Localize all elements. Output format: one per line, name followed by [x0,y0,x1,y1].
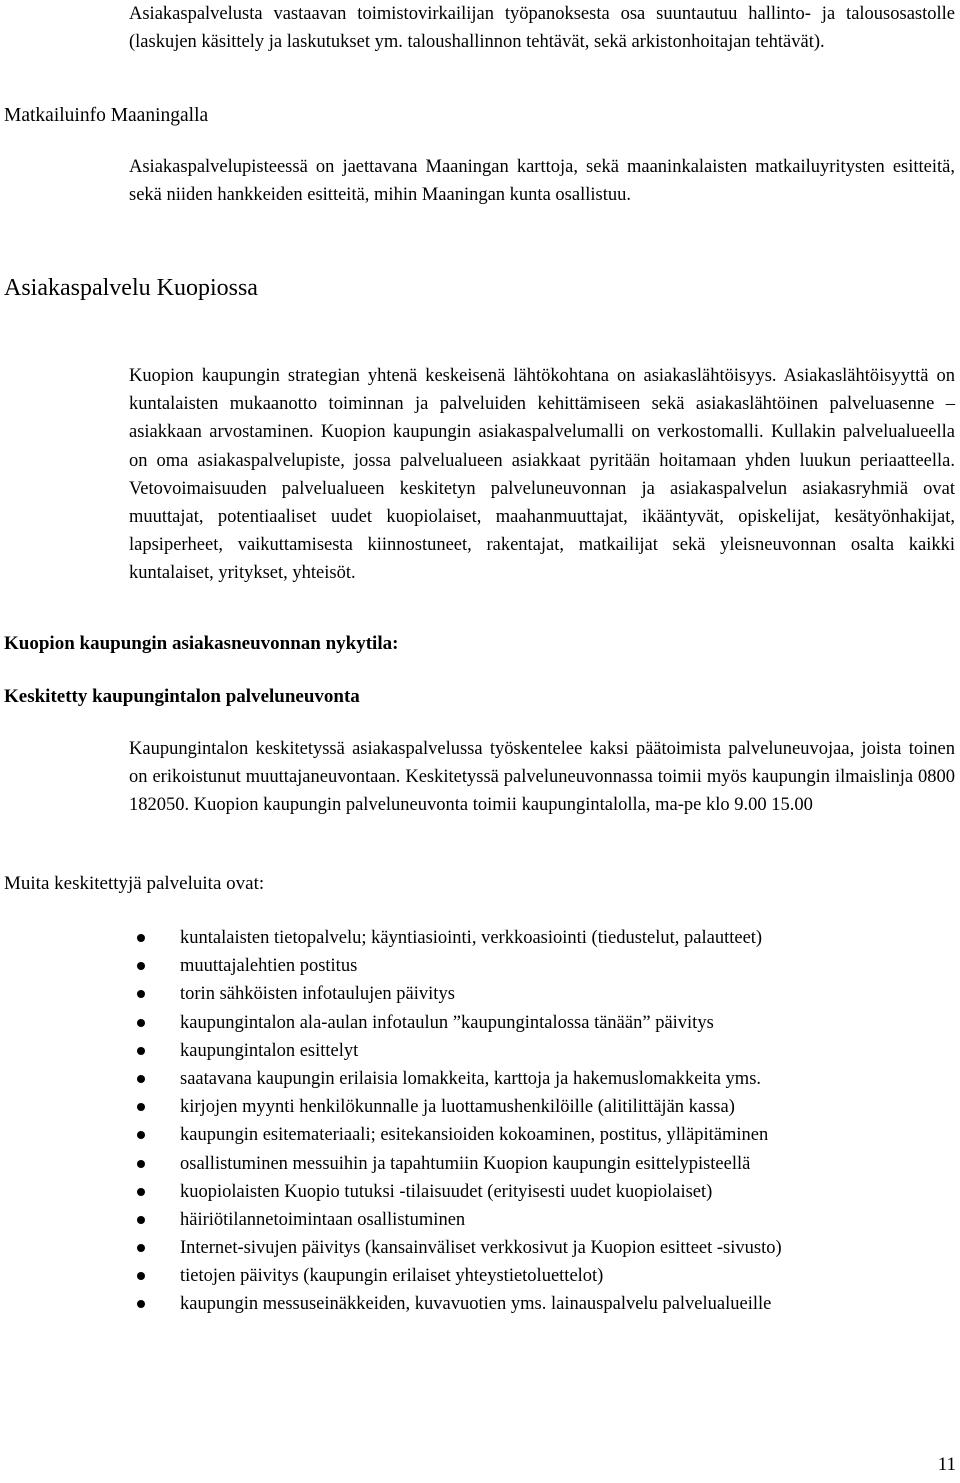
services-label: Muita keskitettyjä palveluita ovat: [4,873,265,894]
bullet-icon [137,1131,145,1139]
bullet-icon [137,1103,145,1111]
matkailuinfo-paragraph: Asiakaspalvelupisteessä on jaettavana Maaningan karttoja, sekä maaninkalaisten matkailuyritysten esitteitä, sekä niiden hankkeiden esitteitä, mihin Maaningan kunta osallistuu. [129,157,955,206]
list-item: muuttajalehtien postitus [0,952,960,980]
list-item: kaupungintalon ala-aulan infotaulun ”kaupungintalossa tänään” päivitys [0,1009,960,1037]
bullet-icon [137,1019,145,1027]
list-item: tietojen päivitys (kaupungin erilaiset yhteystietoluettelot) [0,1262,960,1290]
list-item: osallistuminen messuihin ja tapahtumiin Kuopion kaupungin esittelypisteellä [0,1150,960,1178]
services-list [0,924,960,1319]
keskitetty-paragraph: Kaupungintalon keskitetyssä asiakaspalvelussa työskentelee kaksi päätoimista palveluneuvojaa, joista toinen on erikoistunut muuttajaneuvontaan. Keskitetyssä palveluneuvonnassa toimii myös kaupungin ilmaislinja 0800 182050. Kuopion kaupungin palveluneuvonta toimii kaupungintalolla, ma-pe klo 9.00 15.00 [129,739,955,816]
list-item: Internet-sivujen päivitys (kansainväliset verkkosivut ja Kuopion esitteet -sivusto) [0,1234,960,1262]
list-item: kuntalaisten tietopalvelu; käyntiasiointi, verkkoasiointi (tiedustelut, palautteet) [0,924,960,952]
bullet-icon [137,1244,145,1252]
bullet-icon [137,1216,145,1224]
page-number: 11 [937,1454,956,1475]
bullet-icon [137,990,145,998]
list-item: kaupungin esitemateriaali; esitekansioiden kokoaminen, postitus, ylläpitäminen [0,1121,960,1149]
bullet-icon [137,1300,145,1308]
intro-paragraph: Asiakaspalvelusta vastaavan toimistovirkailijan työpanoksesta osa suuntautuu hallinto- ja talousosastolle (laskujen käsittely ja laskutukset ym. taloushallinnon tehtävät, sekä arkistonhoitajan tehtävät). [129,4,955,53]
list-item: saatavana kaupungin erilaisia lomakkeita, karttoja ja hakemuslomakkeita yms. [0,1065,960,1093]
bullet-icon [137,1047,145,1055]
matkailuinfo-heading: Matkailuinfo Maaningalla [4,105,209,126]
bullet-icon [137,934,145,942]
list-item: kaupungin messuseinäkkeiden, kuvavuotien yms. lainauspalvelu palvelualueille [0,1290,960,1318]
bullet-icon [137,1188,145,1196]
list-item: kuopiolaisten Kuopio tutuksi -tilaisuudet (erityisesti uudet kuopiolaiset) [0,1178,960,1206]
list-item: häiriötilannetoimintaan osallistuminen [0,1206,960,1234]
list-item: kaupungintalon esittelyt [0,1037,960,1065]
list-item: torin sähköisten infotaulujen päivitys [0,980,960,1008]
bullet-icon [137,1075,145,1083]
bullet-icon [137,962,145,970]
bullet-icon [137,1272,145,1280]
nykytila-heading: Kuopion kaupungin asiakasneuvonnan nykytila: [4,633,399,654]
kuopio-heading: Asiakaspalvelu Kuopiossa [4,275,258,301]
kuopio-paragraph: Kuopion kaupungin strategian yhtenä keskeisenä lähtökohtana on asiakaslähtöisyys. Asiakaslähtöisyyttä on kuntalaisten mukaanotto toiminnan ja palveluiden kehittämiseen sekä asiakaslähtöinen palveluasenne – asiakkaan arvostaminen. Kuopion kaupungin asiakaspalvelumalli on verkostomalli. Kullakin palvelualueella on oma asiakaspalvelupiste, jossa palvelualueen asiakkaat pyritään hoitamaan yhden luukun periaatteella. Vetovoimaisuuden palvelualueen keskitetyn palveluneuvonnan ja asiakaspalvelun asiakasryhmiä ovat muuttajat, potentiaaliset uudet kuopiolaiset, maahanmuuttajat, ikääntyvät, opiskelijat, kesätyönhakijat, lapsiperheet, vaikuttamisesta kiinnostuneet, rakentajat, matkailijat sekä yleisneuvonnan osalta kaikki kuntalaiset, yritykset, yhteisöt. [129,366,955,584]
bullet-icon [137,1160,145,1168]
keskitetty-subheading: Keskitetty kaupungintalon palveluneuvonta [4,686,360,707]
list-item: kirjojen myynti henkilökunnalle ja luottamushenkilöille (alitilittäjän kassa) [0,1093,960,1121]
